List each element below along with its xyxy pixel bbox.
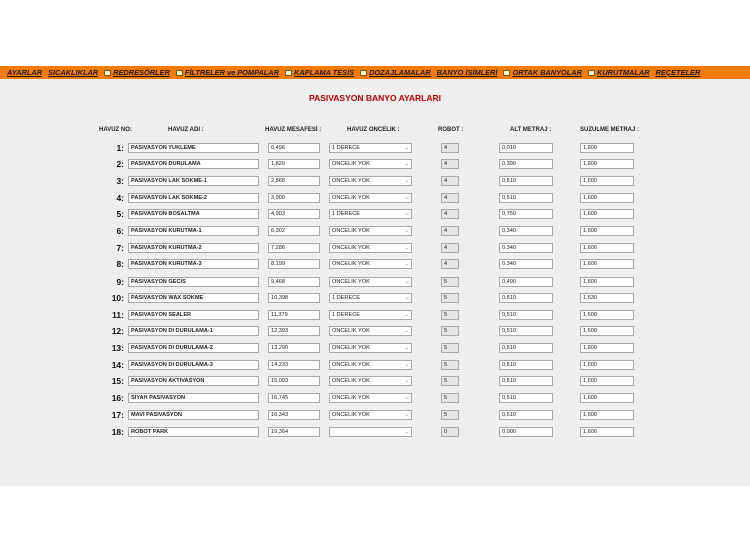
chevron-down-icon: ⌄ bbox=[404, 261, 409, 267]
row-number: 10: bbox=[111, 293, 124, 303]
suzulme-metraj-field[interactable]: 1,600 bbox=[580, 193, 634, 203]
suzulme-metraj-field[interactable]: 1,600 bbox=[580, 326, 634, 336]
row-number: 18: bbox=[111, 427, 124, 437]
robot-field: 4 bbox=[441, 243, 459, 253]
robot-field: 5 bbox=[441, 293, 459, 303]
row-number: 17: bbox=[111, 410, 124, 420]
pool-priority-select[interactable] bbox=[329, 259, 412, 269]
menu-item-label: AYARLAR bbox=[7, 68, 43, 77]
priority-value: ONCELIK YOK bbox=[332, 228, 370, 234]
menu-item-2[interactable] bbox=[104, 68, 170, 77]
alt-metraj-field[interactable]: 0,510 bbox=[499, 360, 553, 370]
menu-item-9[interactable] bbox=[656, 68, 701, 77]
chevron-down-icon: ⌄ bbox=[404, 178, 409, 184]
menu-item-label: KAPLAMA TESİS bbox=[293, 68, 355, 77]
menu-icon bbox=[176, 70, 183, 76]
pool-distance-field[interactable]: 1,820 bbox=[268, 159, 320, 169]
alt-metraj-field[interactable]: 0,510 bbox=[499, 410, 553, 420]
suzulme-metraj-field[interactable]: 1,600 bbox=[580, 243, 634, 253]
row-number: 16: bbox=[111, 393, 124, 403]
menu-item-label: KURUTMALAR bbox=[596, 68, 650, 77]
menu-icon bbox=[360, 70, 367, 76]
priority-value: ONCELIK YOK bbox=[332, 412, 370, 418]
robot-field: 5 bbox=[441, 410, 459, 420]
table-row bbox=[0, 276, 750, 288]
alt-metraj-field[interactable]: 0,510 bbox=[499, 293, 553, 303]
menu-icon bbox=[503, 70, 510, 76]
robot-field: 0 bbox=[441, 427, 459, 437]
pool-priority-select[interactable] bbox=[329, 209, 412, 219]
pool-priority-select[interactable] bbox=[329, 410, 412, 420]
table-row bbox=[0, 309, 750, 321]
chevron-down-icon: ⌄ bbox=[404, 362, 409, 368]
suzulme-metraj-field[interactable]: 1,600 bbox=[580, 277, 634, 287]
pool-priority-select[interactable] bbox=[329, 176, 412, 186]
robot-field: 4 bbox=[441, 226, 459, 236]
priority-value: ONCELIK YOK bbox=[332, 362, 370, 368]
chevron-down-icon: ⌄ bbox=[404, 328, 409, 334]
pool-distance-field[interactable]: 19,364 bbox=[268, 427, 320, 437]
table-row bbox=[0, 208, 750, 220]
pool-priority-select[interactable] bbox=[329, 310, 412, 320]
menu-item-label: BANYO İSİMLERİ bbox=[436, 68, 498, 77]
priority-value: ONCELIK YOK bbox=[332, 195, 370, 201]
alt-metraj-field[interactable]: 0,510 bbox=[499, 393, 553, 403]
robot-field: 4 bbox=[441, 193, 459, 203]
pool-distance-field[interactable]: 2,868 bbox=[268, 176, 320, 186]
row-number: 1: bbox=[116, 143, 124, 153]
pool-name-field[interactable]: PASIVASYON AKTIVASYON bbox=[128, 376, 259, 386]
table-row bbox=[0, 142, 750, 154]
header-havuz-no: HAVUZ NO: bbox=[99, 127, 132, 133]
row-number: 13: bbox=[111, 343, 124, 353]
row-number: 14: bbox=[111, 360, 124, 370]
alt-metraj-field[interactable]: 0,340 bbox=[499, 226, 553, 236]
table-row bbox=[0, 392, 750, 404]
suzulme-metraj-field[interactable]: 1,600 bbox=[580, 143, 634, 153]
pool-distance-field[interactable]: 16,745 bbox=[268, 393, 320, 403]
alt-metraj-field[interactable]: 0,510 bbox=[499, 343, 553, 353]
pool-name-field[interactable]: PASIVASYON GECIS bbox=[128, 277, 259, 287]
suzulme-metraj-field[interactable]: 1,600 bbox=[580, 410, 634, 420]
pool-name-field[interactable]: PASIVASYON KURUTMA-1 bbox=[128, 226, 259, 236]
table-row bbox=[0, 225, 750, 237]
pool-distance-field[interactable]: 16,343 bbox=[268, 410, 320, 420]
chevron-down-icon: ⌄ bbox=[404, 395, 409, 401]
menu-item-label: SICAKLIKLAR bbox=[48, 68, 99, 77]
menu-item-8[interactable] bbox=[588, 68, 650, 77]
suzulme-metraj-field[interactable]: 1,600 bbox=[580, 360, 634, 370]
robot-field: 5 bbox=[441, 326, 459, 336]
pool-priority-select[interactable] bbox=[329, 360, 412, 370]
row-number: 15: bbox=[111, 376, 124, 386]
robot-field: 5 bbox=[441, 376, 459, 386]
menu-icon bbox=[588, 70, 595, 76]
pool-priority-select[interactable] bbox=[329, 293, 412, 303]
menu-item-label: REDRESÖRLER bbox=[113, 68, 170, 77]
suzulme-metraj-field[interactable]: 1,600 bbox=[580, 259, 634, 269]
menu-item-label: ORTAK BANYOLAR bbox=[512, 68, 582, 77]
table-row bbox=[0, 375, 750, 387]
chevron-down-icon: ⌄ bbox=[404, 378, 409, 384]
pool-name-field[interactable]: PASIVASYON DI DURULAMA-3 bbox=[128, 360, 259, 370]
row-number: 12: bbox=[111, 326, 124, 336]
chevron-down-icon: ⌄ bbox=[404, 312, 409, 318]
pool-name-field[interactable]: PASIVASYON WAX SOKME bbox=[128, 293, 259, 303]
pool-name-field[interactable]: PASIVASYON KURUTMA-3 bbox=[128, 259, 259, 269]
chevron-down-icon: ⌄ bbox=[404, 295, 409, 301]
table-row bbox=[0, 325, 750, 337]
alt-metraj-field[interactable]: 0,510 bbox=[499, 176, 553, 186]
robot-field: 5 bbox=[441, 360, 459, 370]
menu-icon bbox=[104, 70, 111, 76]
table-row bbox=[0, 175, 750, 187]
pool-distance-field[interactable]: 15,093 bbox=[268, 376, 320, 386]
priority-value: ONCELIK YOK bbox=[332, 245, 370, 251]
table-row bbox=[0, 192, 750, 204]
pool-distance-field[interactable]: 0,496 bbox=[268, 143, 320, 153]
table-row bbox=[0, 292, 750, 304]
pool-priority-select[interactable] bbox=[329, 376, 412, 386]
priority-value: ONCELIK YOK bbox=[332, 345, 370, 351]
page-title: PASIVASYON BANYO AYARLARI bbox=[309, 93, 441, 103]
priority-value: ONCELIK YOK bbox=[332, 328, 370, 334]
pool-distance-field[interactable]: 10,398 bbox=[268, 293, 320, 303]
robot-field: 4 bbox=[441, 209, 459, 219]
suzulme-metraj-field[interactable]: 1,600 bbox=[580, 427, 634, 437]
chevron-down-icon: ⌄ bbox=[404, 412, 409, 418]
table-row bbox=[0, 158, 750, 170]
priority-value: 1 DERECE bbox=[332, 312, 360, 318]
pool-name-field[interactable]: PASIVASYON LAK SOKME-2 bbox=[128, 193, 259, 203]
chevron-down-icon: ⌄ bbox=[404, 279, 409, 285]
pool-priority-select[interactable] bbox=[329, 326, 412, 336]
row-number: 2: bbox=[116, 159, 124, 169]
menu-item-label: DOZAJLAMALAR bbox=[369, 68, 431, 77]
priority-value: ONCELIK YOK bbox=[332, 395, 370, 401]
pool-priority-select[interactable] bbox=[329, 159, 412, 169]
priority-value: ONCELIK YOK bbox=[332, 161, 370, 167]
table-row bbox=[0, 342, 750, 354]
pool-name-field[interactable]: PASIVASYON DURULAMA bbox=[128, 159, 259, 169]
suzulme-metraj-field[interactable]: 1,600 bbox=[580, 376, 634, 386]
row-number: 5: bbox=[116, 209, 124, 219]
priority-value: ONCELIK YOK bbox=[332, 378, 370, 384]
alt-metraj-field[interactable]: 0,390 bbox=[499, 159, 553, 169]
row-number: 4: bbox=[116, 193, 124, 203]
pool-distance-field[interactable]: 8,199 bbox=[268, 259, 320, 269]
robot-field: 4 bbox=[441, 176, 459, 186]
pool-distance-field[interactable]: 12,393 bbox=[268, 326, 320, 336]
pool-name-field[interactable]: SIYAH PASIVASYON bbox=[128, 393, 259, 403]
pool-distance-field[interactable]: 7,286 bbox=[268, 243, 320, 253]
pool-priority-select[interactable] bbox=[329, 427, 412, 437]
suzulme-metraj-field[interactable]: 1,600 bbox=[580, 343, 634, 353]
robot-field: 4 bbox=[441, 159, 459, 169]
suzulme-metraj-field[interactable]: 1,600 bbox=[580, 226, 634, 236]
pool-distance-field[interactable]: 9,468 bbox=[268, 277, 320, 287]
suzulme-metraj-field[interactable]: 1,600 bbox=[580, 159, 634, 169]
suzulme-metraj-field[interactable]: 1,630 bbox=[580, 293, 634, 303]
suzulme-metraj-field[interactable]: 1,600 bbox=[580, 209, 634, 219]
row-number: 8: bbox=[116, 259, 124, 269]
menu-item-label: FİLTRELER ve POMPALAR bbox=[184, 68, 279, 77]
chevron-down-icon: ⌄ bbox=[404, 161, 409, 167]
robot-field: 5 bbox=[441, 310, 459, 320]
menu-icon bbox=[285, 70, 292, 76]
table-row bbox=[0, 258, 750, 270]
table-row bbox=[0, 409, 750, 421]
alt-metraj-field[interactable]: 0,510 bbox=[499, 376, 553, 386]
suzulme-metraj-field[interactable]: 1,600 bbox=[580, 310, 634, 320]
pool-priority-select[interactable] bbox=[329, 193, 412, 203]
pool-distance-field[interactable]: 13,290 bbox=[268, 343, 320, 353]
pool-name-field[interactable]: PASIVASYON DI DURULAMA-1 bbox=[128, 326, 259, 336]
robot-field: 5 bbox=[441, 393, 459, 403]
header-alt-metraj: ALT METRAJ : bbox=[510, 127, 552, 133]
priority-value: ONCELIK YOK bbox=[332, 178, 370, 184]
menu-item-label: REÇETELER bbox=[655, 68, 701, 77]
table-row bbox=[0, 242, 750, 254]
header-havuz-adi: HAVUZ ADI : bbox=[168, 127, 204, 133]
alt-metraj-field[interactable]: 0,000 bbox=[499, 427, 553, 437]
pool-priority-select[interactable] bbox=[329, 393, 412, 403]
pool-priority-select[interactable] bbox=[329, 343, 412, 353]
robot-field: 4 bbox=[441, 143, 459, 153]
alt-metraj-field[interactable]: 0,510 bbox=[499, 193, 553, 203]
pool-name-field[interactable]: PASIVASYON LAK SOKME-1 bbox=[128, 176, 259, 186]
robot-field: 5 bbox=[441, 343, 459, 353]
menu-item-3[interactable] bbox=[176, 68, 279, 77]
header-suzulme-metraj: SUZULME METRAJ : bbox=[580, 127, 639, 133]
top-menu-bar bbox=[0, 66, 750, 79]
pool-name-field[interactable]: PASIVASYON DI DURULAMA-2 bbox=[128, 343, 259, 353]
menu-item-6[interactable] bbox=[437, 68, 498, 77]
pool-distance-field[interactable]: 14,233 bbox=[268, 360, 320, 370]
menu-item-0[interactable] bbox=[7, 68, 42, 77]
priority-value: 1 DERECE bbox=[332, 211, 360, 217]
menu-item-4[interactable] bbox=[285, 68, 354, 77]
row-number: 11: bbox=[112, 310, 124, 320]
alt-metraj-field[interactable]: 0,510 bbox=[499, 326, 553, 336]
row-number: 7: bbox=[116, 243, 124, 253]
suzulme-metraj-field[interactable]: 1,600 bbox=[580, 393, 634, 403]
priority-value: 1 DERECE bbox=[332, 295, 360, 301]
menu-item-7[interactable] bbox=[503, 68, 582, 77]
pool-priority-select[interactable] bbox=[329, 243, 412, 253]
alt-metraj-field[interactable]: 0,750 bbox=[499, 209, 553, 219]
robot-field: 5 bbox=[441, 277, 459, 287]
chevron-down-icon: ⌄ bbox=[404, 228, 409, 234]
chevron-down-icon: ⌄ bbox=[404, 145, 409, 151]
priority-value: ONCELIK YOK bbox=[332, 279, 370, 285]
pool-name-field[interactable]: MAVI PASIVASYON bbox=[128, 410, 259, 420]
menu-item-5[interactable] bbox=[360, 68, 431, 77]
table-row bbox=[0, 426, 750, 438]
pool-distance-field[interactable]: 11,379 bbox=[268, 310, 320, 320]
priority-value: ONCELIK YOK bbox=[332, 261, 370, 267]
row-number: 6: bbox=[116, 226, 124, 236]
pool-distance-field[interactable]: 6,302 bbox=[268, 226, 320, 236]
chevron-down-icon: ⌄ bbox=[404, 345, 409, 351]
pool-distance-field[interactable]: 4,903 bbox=[268, 209, 320, 219]
chevron-down-icon: ⌄ bbox=[404, 211, 409, 217]
chevron-down-icon: ⌄ bbox=[404, 245, 409, 251]
alt-metraj-field[interactable]: 0,340 bbox=[499, 259, 553, 269]
alt-metraj-field[interactable]: 0,010 bbox=[499, 143, 553, 153]
header-robot: ROBOT : bbox=[438, 127, 464, 133]
pool-priority-select[interactable] bbox=[329, 226, 412, 236]
menu-item-1[interactable] bbox=[48, 68, 98, 77]
alt-metraj-field[interactable]: 0,490 bbox=[499, 277, 553, 287]
pool-name-field[interactable]: PASIVASYON BOSALTMA bbox=[128, 209, 259, 219]
alt-metraj-field[interactable]: 0,340 bbox=[499, 243, 553, 253]
pool-name-field[interactable]: PASIVASYON SEALER bbox=[128, 310, 259, 320]
robot-field: 4 bbox=[441, 259, 459, 269]
header-havuz-mesafesi: HAVUZ MESAFESİ : bbox=[265, 127, 322, 133]
chevron-down-icon: ⌄ bbox=[404, 429, 409, 435]
row-number: 3: bbox=[116, 176, 124, 186]
pool-name-field[interactable]: ROBOT PARK bbox=[128, 427, 259, 437]
chevron-down-icon: ⌄ bbox=[404, 195, 409, 201]
table-row bbox=[0, 359, 750, 371]
suzulme-metraj-field[interactable]: 1,600 bbox=[580, 176, 634, 186]
row-number: 9: bbox=[116, 277, 124, 287]
pool-priority-select[interactable] bbox=[329, 277, 412, 287]
pool-distance-field[interactable]: 3,900 bbox=[268, 193, 320, 203]
alt-metraj-field[interactable]: 0,510 bbox=[499, 310, 553, 320]
pool-priority-select[interactable] bbox=[329, 143, 412, 153]
pool-name-field[interactable]: PASIVASYON YUKLEME bbox=[128, 143, 259, 153]
header-havuz-oncelik: HAVUZ ONCELIK : bbox=[347, 127, 400, 133]
pool-name-field[interactable]: PASIVASYON KURUTMA-2 bbox=[128, 243, 259, 253]
priority-value: 1 DERECE bbox=[332, 145, 360, 151]
